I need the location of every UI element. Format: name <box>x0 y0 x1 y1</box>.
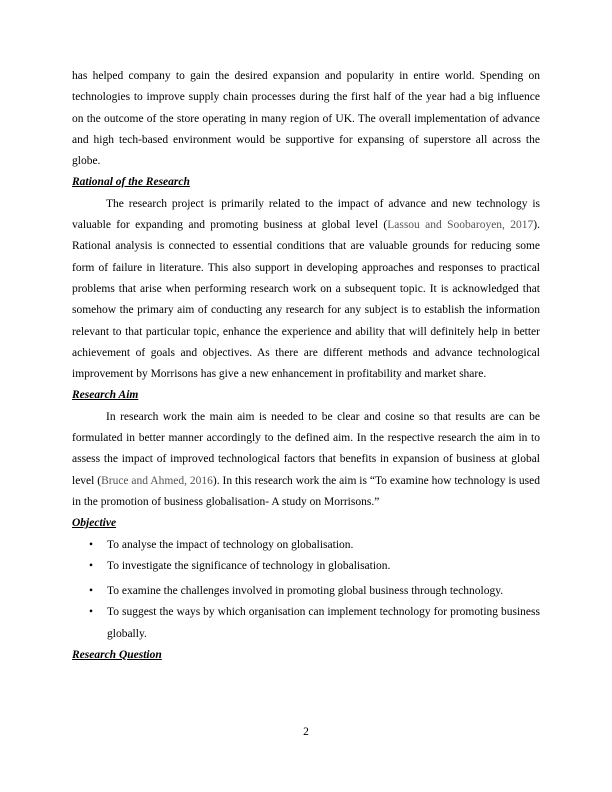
aim-text-1: In research work the main aim is needed to be clear and cosine so that results are can be formulated in better manner accordingly to the defined aim. In the respective research the aim in to assess the impact of improved technological factors that benefits in expansion of business at global level ( <box>72 410 540 487</box>
page-number: 2 <box>303 726 309 738</box>
rational-text-1: The research project is primarily related to the impact of advance and new technology is valuable for expanding and promoting business at global level ( <box>72 197 540 232</box>
bullet-icon: • <box>89 585 94 598</box>
aim-text-2: ). In this research work the aim is “To examine how technology is used in the promotion of business globalisation- A study on Morrisons.” <box>72 474 540 508</box>
bullet-icon: • <box>89 606 94 619</box>
objective-text: To suggest the ways by which organisation can implement technology for promoting business globally. <box>107 606 540 640</box>
rational-text-2: ). Rational analysis is connected to essential conditions that are valuable grounds for reducing some form of failure in literature. This also support in developing approaches and responses to practical problems that arise when performing research work on a subsequent topic. It is acknowledged that somehow the primary aim of conducting any research for any subject is to establish the information relevant to that particular topic, enhance the experience and ability that will definitely help in better achievement of goals and objectives. As there are different methods and advance technological improvement by Morrisons has give a new enhancement in profitability and market share. <box>72 219 541 381</box>
objective-heading: Objective <box>72 517 117 530</box>
rational-heading: Rational of the Research <box>72 176 190 189</box>
rational-paragraph <box>72 194 540 386</box>
list-item <box>72 556 540 577</box>
list-item <box>72 581 540 602</box>
objective-list <box>72 535 540 645</box>
rational-citation: Lassou and Soobaroyen, 2017 <box>387 219 534 232</box>
list-item <box>72 602 540 645</box>
intro-paragraph: has helped company to gain the desired expansion and popularity in entire world. Spending on technologies to improve supply chain processes during the first half of the year had a big influence on the outcome of the store operating in many region of UK. The overall implementation of advance and high tech-based environment would be supportive for expansing of superstore all across the globe. <box>72 70 540 168</box>
aim-heading: Research Aim <box>72 389 139 402</box>
aim-paragraph <box>72 407 540 513</box>
list-item <box>72 535 540 556</box>
aim-citation: Bruce and Ahmed, 2016 <box>101 474 213 487</box>
bullet-icon: • <box>89 559 94 572</box>
objective-text: To examine the challenges involved in promoting global business through technology. <box>107 585 504 598</box>
document-body <box>72 66 540 666</box>
objective-text: To investigate the significance of technology in globalisation. <box>107 559 391 572</box>
objective-text: To analyse the impact of technology on globalisation. <box>107 538 354 551</box>
research-question-heading: Research Question <box>72 649 162 662</box>
bullet-icon: • <box>89 538 94 551</box>
